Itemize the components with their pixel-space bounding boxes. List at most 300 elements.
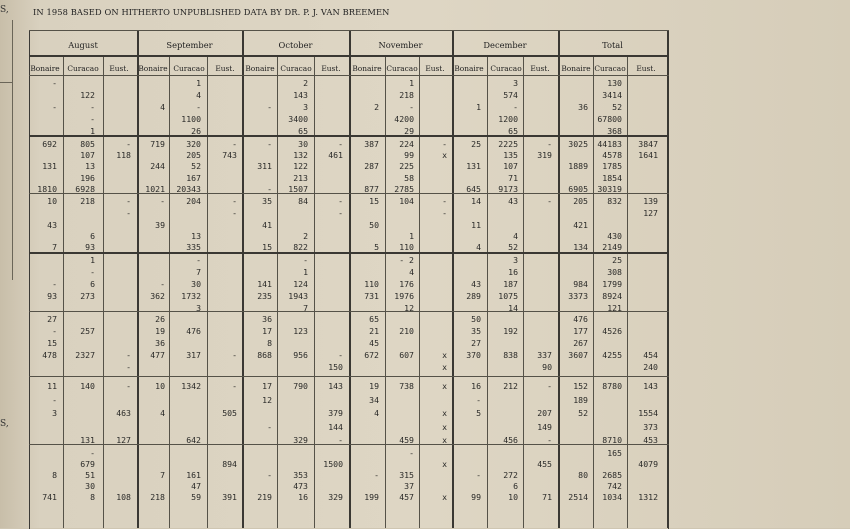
table-cell: 3: [196, 303, 201, 313]
table-cell: 2: [303, 231, 308, 241]
table-cell: 1554: [638, 408, 658, 418]
month-header-december: December: [483, 40, 527, 50]
table-cell: 379: [328, 408, 343, 418]
table-cell: 131: [42, 161, 57, 171]
table-cell: 1021: [145, 184, 165, 194]
table-cell: 373: [643, 422, 658, 432]
table-cell: 3414: [602, 90, 622, 100]
table-cell: 93: [85, 242, 95, 252]
table-cell: 16: [471, 381, 481, 391]
table-cell: 4: [513, 231, 518, 241]
subheader-eust: Eust.: [636, 64, 656, 73]
table-cell: 6905: [568, 184, 588, 194]
table-cell: 832: [607, 196, 622, 206]
table-cell: 50: [369, 220, 379, 230]
table-cell: 20343: [176, 184, 201, 194]
table-cell: 741: [42, 492, 57, 502]
table-cell: 4079: [638, 459, 658, 469]
subheader-eust: Eust.: [530, 64, 550, 73]
table-cell: 176: [399, 279, 414, 289]
table-cell: 210: [399, 326, 414, 336]
table-cell: 1342: [181, 381, 201, 391]
table-cell: 672: [364, 350, 379, 360]
table-cell: 1312: [638, 492, 658, 502]
table-cell: 13: [191, 231, 201, 241]
table-cell: 65: [508, 126, 518, 136]
table-cell: 391: [222, 492, 237, 502]
table-cell: 308: [607, 267, 622, 277]
table-cell: 1034: [602, 492, 622, 502]
row-divider-0: [29, 30, 669, 31]
table-cell: -: [232, 208, 237, 218]
table-cell: 122: [80, 90, 95, 100]
table-cell: 144: [328, 422, 343, 432]
table-cell: 110: [399, 242, 414, 252]
table-cell: -: [90, 114, 95, 124]
table-cell: 30: [85, 481, 95, 491]
table-cell: -: [547, 381, 552, 391]
table-cell: 14: [471, 196, 481, 206]
table-cell: 143: [643, 381, 658, 391]
table-cell: 218: [80, 196, 95, 206]
table-cell: 8710: [602, 435, 622, 445]
table-cell: 8780: [602, 381, 622, 391]
table-cell: -: [267, 102, 272, 112]
table-cell: 52: [508, 242, 518, 252]
table-cell: 315: [399, 470, 414, 480]
table-cell: 3400: [288, 114, 308, 124]
table-cell: 1854: [602, 173, 622, 183]
table-cell: -: [547, 196, 552, 206]
table-cell: 244: [150, 161, 165, 171]
table-cell: -: [90, 448, 95, 458]
table-cell: -: [52, 102, 57, 112]
table-cell: 368: [607, 126, 622, 136]
table-cell: -: [267, 139, 272, 149]
table-cell: 12: [262, 395, 272, 405]
table-cell: 10: [155, 381, 165, 391]
table-cell: 218: [150, 492, 165, 502]
table-cell: 7: [52, 242, 57, 252]
table-cell: 421: [573, 220, 588, 230]
table-cell: 107: [80, 150, 95, 160]
table-cell: -: [267, 422, 272, 432]
table-cell: 289: [466, 291, 481, 301]
table-cell: -: [126, 350, 131, 360]
table-cell: 41: [262, 220, 272, 230]
table-cell: 4: [409, 267, 414, 277]
table-cell: 225: [399, 161, 414, 171]
table-cell: x: [442, 459, 447, 469]
table-cell: 131: [466, 161, 481, 171]
table-cell: 59: [191, 492, 201, 502]
table-cell: 43: [47, 220, 57, 230]
previous-page-edge: [0, 20, 13, 280]
table-cell: 15: [369, 196, 379, 206]
table-cell: 3607: [568, 350, 588, 360]
table-cell: 477: [150, 350, 165, 360]
month-header-september: September: [166, 40, 213, 50]
table-cell: 4255: [602, 350, 622, 360]
table-cell: x: [442, 435, 447, 445]
table-cell: 329: [328, 492, 343, 502]
table-cell: 93: [47, 291, 57, 301]
table-cell: -: [232, 196, 237, 206]
table-cell: 219: [257, 492, 272, 502]
table-cell: 719: [150, 139, 165, 149]
table-cell: 143: [328, 381, 343, 391]
table-cell: 26: [155, 314, 165, 324]
table-cell: 47: [191, 481, 201, 491]
table-cell: 15: [47, 338, 57, 348]
table-cell: 167: [186, 173, 201, 183]
table-cell: 177: [573, 326, 588, 336]
table-cell: 2327: [75, 350, 95, 360]
table-cell: 257: [80, 326, 95, 336]
table-cell: 17: [262, 381, 272, 391]
table-cell: 387: [364, 139, 379, 149]
table-cell: 894: [222, 459, 237, 469]
table-cell: 335: [186, 242, 201, 252]
subheader-bonaire: Bonaire: [30, 64, 60, 73]
month-header-november: November: [378, 40, 423, 50]
table-cell: 141: [257, 279, 272, 289]
table-cell: 456: [503, 435, 518, 445]
row-divider-2: [29, 75, 669, 76]
table-cell: 805: [80, 139, 95, 149]
table-cell: 8: [267, 338, 272, 348]
table-cell: 273: [80, 291, 95, 301]
table-cell: x: [442, 381, 447, 391]
table-cell: 2: [303, 78, 308, 88]
table-cell: 3373: [568, 291, 588, 301]
table-cell: -: [232, 381, 237, 391]
table-cell: 2685: [602, 470, 622, 480]
table-cell: -: [442, 196, 447, 206]
table-cell: 90: [542, 362, 552, 372]
table-cell: 353: [293, 470, 308, 480]
table-cell: 51: [85, 470, 95, 480]
table-cell: 17: [262, 326, 272, 336]
table-cell: 131: [80, 435, 95, 445]
table-cell: -: [196, 255, 201, 265]
table-cell: 692: [42, 139, 57, 149]
table-cell: 189: [573, 395, 588, 405]
table-cell: 4: [160, 102, 165, 112]
table-cell: 319: [537, 150, 552, 160]
table-cell: 65: [298, 126, 308, 136]
table-cell: 35: [471, 326, 481, 336]
table-cell: 454: [643, 350, 658, 360]
table-cell: 161: [186, 470, 201, 480]
table-cell: -: [126, 196, 131, 206]
table-cell: 16: [298, 492, 308, 502]
table-cell: 1: [476, 102, 481, 112]
table-cell: 14: [508, 303, 518, 313]
row-divider-5: [29, 252, 669, 254]
table-cell: 7: [196, 267, 201, 277]
table-cell: 107: [503, 161, 518, 171]
table-cell: -: [409, 448, 414, 458]
table-cell: 607: [399, 350, 414, 360]
table-cell: 1: [90, 126, 95, 136]
table-cell: 139: [643, 196, 658, 206]
table-cell: 19: [155, 326, 165, 336]
row-divider-6: [29, 311, 669, 312]
table-cell: 645: [466, 184, 481, 194]
table-cell: -: [160, 279, 165, 289]
table-cell: 52: [191, 161, 201, 171]
table-cell: -: [476, 470, 481, 480]
table-cell: -: [90, 102, 95, 112]
table-cell: 5: [476, 408, 481, 418]
table-cell: 3: [303, 102, 308, 112]
table-cell: 6: [513, 481, 518, 491]
table-cell: 25: [471, 139, 481, 149]
table-cell: -: [52, 78, 57, 88]
row-divider-1: [29, 55, 669, 57]
table-cell: 235: [257, 291, 272, 301]
table-cell: -: [90, 267, 95, 277]
table-cell: 15: [262, 242, 272, 252]
subheader-bonaire: Bonaire: [138, 64, 168, 73]
table-cell: 1943: [288, 291, 308, 301]
table-cell: 207: [537, 408, 552, 418]
table-cell: 272: [503, 470, 518, 480]
table-cell: 2: [374, 102, 379, 112]
table-cell: 4526: [602, 326, 622, 336]
table-cell: 505: [222, 408, 237, 418]
subheader-curacao: Curacao: [386, 64, 418, 73]
table-cell: 8: [90, 492, 95, 502]
table-cell: 10: [47, 196, 57, 206]
month-header-october: October: [278, 40, 313, 50]
table-cell: 165: [607, 448, 622, 458]
table-cell: 4200: [394, 114, 414, 124]
column-divider-3-1: [419, 55, 420, 528]
table-cell: 956: [293, 350, 308, 360]
table-cell: 329: [293, 435, 308, 445]
table-cell: 7: [160, 470, 165, 480]
table-cell: -: [338, 196, 343, 206]
table-cell: 52: [578, 408, 588, 418]
table-cell: 30: [298, 139, 308, 149]
table-cell: -: [547, 139, 552, 149]
table-cell: 122: [293, 161, 308, 171]
table-cell: 52: [612, 102, 622, 112]
table-cell: 50: [471, 314, 481, 324]
table-cell: 199: [364, 492, 379, 502]
table-cell: 1976: [394, 291, 414, 301]
table-cell: 430: [607, 231, 622, 241]
margin-mark: S,: [0, 5, 9, 15]
table-cell: 34: [369, 395, 379, 405]
page-heading: IN 1958 BASED ON HITHERTO UNPUBLISHED DATA BY DR. P. J. VAN BREEMEN: [33, 7, 390, 17]
table-cell: 311: [257, 161, 272, 171]
table-cell: -: [196, 102, 201, 112]
table-cell: 19: [369, 381, 379, 391]
table-cell: - 2: [399, 255, 414, 265]
table-cell: 1: [409, 78, 414, 88]
table-cell: 25: [612, 255, 622, 265]
table-cell: 574: [503, 90, 518, 100]
table-cell: 67800: [597, 114, 622, 124]
table-cell: -: [126, 208, 131, 218]
table-cell: 1: [409, 231, 414, 241]
column-divider-5-1: [627, 55, 628, 528]
column-divider-2-1: [314, 55, 315, 528]
subheader-eust: Eust.: [425, 64, 445, 73]
table-cell: 1810: [37, 184, 57, 194]
table-cell: 45: [369, 338, 379, 348]
table-cell: 135: [503, 150, 518, 160]
table-cell: 984: [573, 279, 588, 289]
table-cell: 108: [116, 492, 131, 502]
subheader-bonaire: Bonaire: [245, 64, 275, 73]
table-cell: 4: [196, 90, 201, 100]
column-divider-0-1: [103, 55, 104, 528]
table-cell: -: [52, 326, 57, 336]
table-cell: -: [338, 139, 343, 149]
subheader-curacao: Curacao: [280, 64, 312, 73]
table-cell: -: [267, 184, 272, 194]
table-cell: 337: [537, 350, 552, 360]
table-cell: 6: [90, 279, 95, 289]
table-cell: 36: [578, 102, 588, 112]
table-cell: -: [374, 470, 379, 480]
table-cell: 1: [90, 255, 95, 265]
table-cell: 196: [80, 173, 95, 183]
table-cell: 738: [399, 381, 414, 391]
table-cell: 1: [196, 78, 201, 88]
table-cell: 213: [293, 173, 308, 183]
table-cell: 204: [186, 196, 201, 206]
table-cell: 212: [503, 381, 518, 391]
table-cell: -: [442, 208, 447, 218]
table-cell: 43: [508, 196, 518, 206]
table-cell: -: [547, 435, 552, 445]
month-divider-5: [667, 30, 669, 528]
table-cell: 1075: [498, 291, 518, 301]
table-cell: x: [442, 408, 447, 418]
table-cell: 187: [503, 279, 518, 289]
column-divider-1-1: [207, 55, 208, 528]
table-cell: 36: [262, 314, 272, 324]
table-cell: 36: [155, 338, 165, 348]
table-cell: 6: [90, 231, 95, 241]
table-cell: 218: [399, 90, 414, 100]
table-cell: x: [442, 150, 447, 160]
table-cell: 1100: [181, 114, 201, 124]
table-cell: 130: [607, 78, 622, 88]
row-divider-3: [29, 135, 669, 137]
table-cell: 35: [262, 196, 272, 206]
table-cell: 790: [293, 381, 308, 391]
table-cell: 461: [328, 150, 343, 160]
subheader-bonaire: Bonaire: [352, 64, 382, 73]
month-header-august: August: [68, 40, 98, 50]
column-divider-4-1: [523, 55, 524, 528]
subheader-eust: Eust.: [215, 64, 235, 73]
table-cell: 99: [404, 150, 414, 160]
subheader-curacao: Curacao: [67, 64, 99, 73]
table-cell: 3: [513, 78, 518, 88]
table-cell: 3847: [638, 139, 658, 149]
table-cell: x: [442, 492, 447, 502]
table-cell: 44183: [597, 139, 622, 149]
table-cell: 71: [508, 173, 518, 183]
subheader-eust: Eust.: [109, 64, 129, 73]
table-cell: 6928: [75, 184, 95, 194]
table-cell: 84: [298, 196, 308, 206]
table-cell: 8924: [602, 291, 622, 301]
month-header-total: Total: [602, 40, 623, 50]
table-cell: 1500: [323, 459, 343, 469]
table-cell: -: [476, 395, 481, 405]
table-cell: 10: [508, 492, 518, 502]
table-cell: 127: [116, 435, 131, 445]
table-cell: 362: [150, 291, 165, 301]
table-cell: 1507: [288, 184, 308, 194]
table-cell: 2225: [498, 139, 518, 149]
table-cell: 16: [508, 267, 518, 277]
table-cell: 143: [293, 90, 308, 100]
table-cell: -: [232, 139, 237, 149]
table-cell: 1799: [602, 279, 622, 289]
table-cell: 240: [643, 362, 658, 372]
table-cell: 459: [399, 435, 414, 445]
table-cell: 205: [573, 196, 588, 206]
table-cell: 30319: [597, 184, 622, 194]
subheader-curacao: Curacao: [173, 64, 205, 73]
table-cell: -: [338, 435, 343, 445]
row-divider-7: [29, 376, 669, 377]
table-cell: 140: [80, 381, 95, 391]
table-cell: 642: [186, 435, 201, 445]
table-cell: 134: [573, 242, 588, 252]
table-cell: 205: [186, 150, 201, 160]
table-cell: 679: [80, 459, 95, 469]
table-cell: 104: [399, 196, 414, 206]
table-cell: 29: [404, 126, 414, 136]
table-cell: 1200: [498, 114, 518, 124]
table-cell: x: [442, 350, 447, 360]
table-cell: 731: [364, 291, 379, 301]
table-cell: -: [338, 208, 343, 218]
table-cell: 1: [303, 267, 308, 277]
table-cell: 3: [513, 255, 518, 265]
table-cell: 2514: [568, 492, 588, 502]
table-cell: 3025: [568, 139, 588, 149]
table-cell: 118: [116, 150, 131, 160]
subheader-curacao: Curacao: [490, 64, 522, 73]
table-cell: 71: [542, 492, 552, 502]
table-cell: 9173: [498, 184, 518, 194]
table-cell: 476: [573, 314, 588, 324]
table-cell: 149: [537, 422, 552, 432]
table-cell: -: [126, 362, 131, 372]
table-cell: 3: [52, 408, 57, 418]
table-cell: 287: [364, 161, 379, 171]
margin-mark-lower: S,: [0, 419, 9, 429]
table-cell: 8: [52, 470, 57, 480]
table-cell: 121: [607, 303, 622, 313]
table-cell: 30: [191, 279, 201, 289]
table-cell: 743: [222, 150, 237, 160]
table-cell: 267: [573, 338, 588, 348]
table-cell: 58: [404, 173, 414, 183]
table-cell: 21: [369, 326, 379, 336]
